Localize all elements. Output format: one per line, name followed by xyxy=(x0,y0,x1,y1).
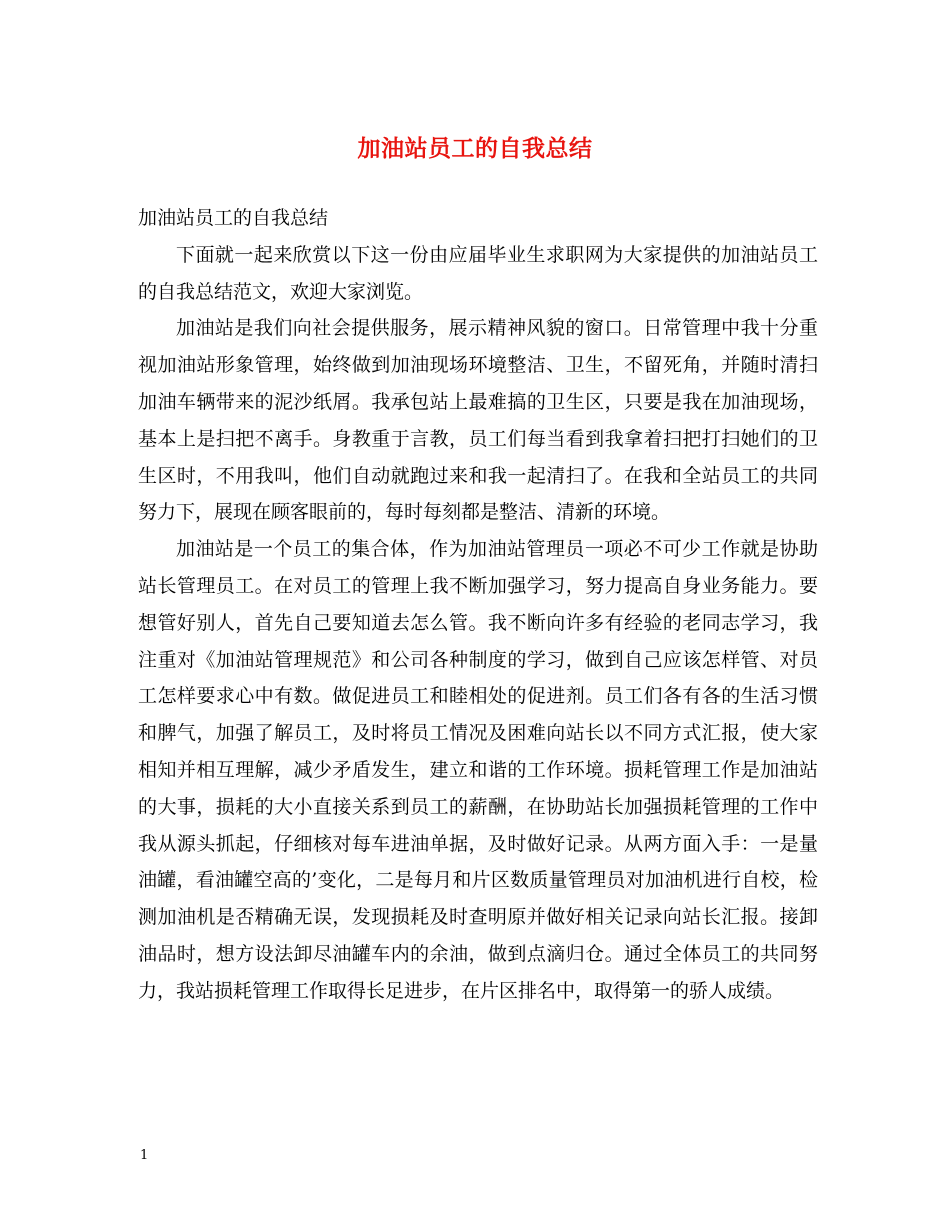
page-title: 加油站员工的自我总结 xyxy=(357,135,593,162)
paragraph-intro: 下面就一起来欣赏以下这一份由应届毕业生求职网为大家提供的加油站员工的自我总结范文，欢迎大家浏览。 xyxy=(138,243,818,303)
page-number: 1 xyxy=(140,1148,149,1163)
paragraph-management: 加油站是一个员工的集合体，作为加油站管理员一项必不可少工作就是协助站长管理员工。在对员工的管理上我不断加强学习，努力提高自身业务能力。要想管好别人，首先自己要知道去怎么管。我不断向许多有经验的老同志学习，我注重对《加油站管理规范》和公司各种制度的学习，做到自己应该怎样管、对员工怎样要求心中有数。做促进员工和睦相处的促进剂。员工们各有各的生活习惯和脾气，加强了解员工，及时将员工情况及困难向站长以不同方式汇报，使大家相知并相互理解，减少矛盾发生，建立和谐的工作环境。损耗管理工作是加油站的大事，损耗的大小直接关系到员工的薪酬，在协助站长加强损耗管理的工作中我从源头抓起，仔细核对每车进油单据，及时做好记录。从两方面入手：一是量油罐，看油罐空高的’变化，二是每月和片区数质量管理员对加油机进行自校，检测加油机是否精确无误，发现损耗及时查明原并做好相关记录向站长汇报。接卸油品时，想方设法卸尽油罐车内的余油，做到点滴归仓。通过全体员工的共同努力，我站损耗管理工作取得长足进步，在片区排名中，取得第一的骄人成绩。 xyxy=(138,538,818,1002)
paragraph-environment: 加油站是我们向社会提供服务，展示精神风貌的窗口。日常管理中我十分重视加油站形象管理，始终做到加油现场环境整洁、卫生，不留死角，并随时清扫加油车辆带来的泥沙纸屑。我承包站上最难搞的卫生区，只要是我在加油现场，基本上是扫把不离手。身教重于言教，员工们每当看到我拿着扫把打扫她们的卫生区时，不用我叫，他们自动就跑过来和我一起清扫了。在我和全站员工的共同努力下，展现在顾客眼前的，每时每刻都是整洁、清新的环境。 xyxy=(138,317,818,524)
document-body xyxy=(138,200,818,1010)
document-subtitle: 加油站员工的自我总结 xyxy=(138,207,329,229)
